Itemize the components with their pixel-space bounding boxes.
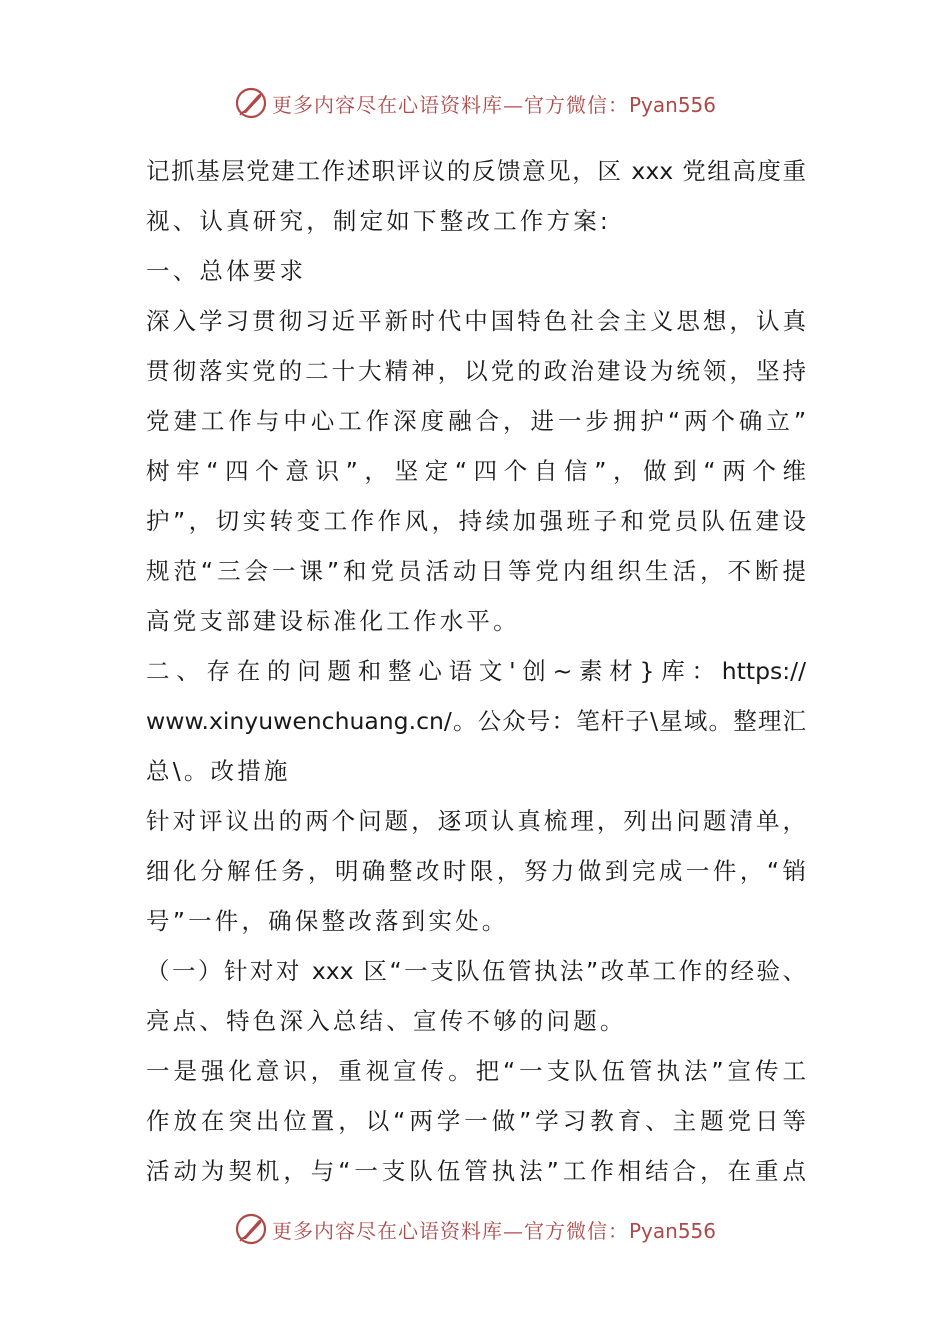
paragraph-line: 针对评议出的两个问题，逐项认真梳理，列出问题清单， — [146, 807, 806, 835]
paragraph-line: 党建工作与中心工作深度融合，进一步拥护“两个确立” — [146, 407, 806, 435]
banner-text: 更多内容尽在心语资料库—官方微信：Pyan556 — [271, 92, 716, 117]
paragraph-line: 号”一件，确保整改落到实处。 — [146, 907, 509, 935]
subsection-heading: （一）针对对 xxx 区“一支队伍管执法”改革工作的经验、 — [146, 957, 806, 985]
paragraph-line: 护”，切实转变工作作风，持续加强班子和党员队伍建设 — [146, 507, 806, 535]
paragraph-line: 规范“三会一课”和党员活动日等党内组织生活，不断提 — [146, 557, 806, 585]
header-banner — [0, 83, 950, 123]
paragraph-line: 活动为契机，与“一支队伍管执法”工作相结合，在重点 — [146, 1157, 806, 1185]
paragraph-line: 高党支部建设标准化工作水平。 — [146, 607, 520, 635]
paragraph-line: 视、认真研究，制定如下整改工作方案: — [146, 207, 612, 235]
paragraph-line: www.xinyuwenchuang.cn/。公众号：笔杆子\星域。整理汇 — [146, 707, 806, 735]
paragraph-line: 总\。改措施 — [146, 757, 291, 785]
paragraph-line: 作放在突出位置，以“两学一做”学习教育、主题党日等 — [146, 1107, 806, 1135]
paragraph-line: 细化分解任务，明确整改时限，努力做到完成一件，“销 — [146, 857, 806, 885]
section-heading: 一、总体要求 — [146, 257, 307, 285]
paragraph-line: 深入学习贯彻习近平新时代中国特色社会主义思想，认真 — [146, 307, 806, 335]
paragraph-line: 亮点、特色深入总结、宣传不够的问题。 — [146, 1007, 627, 1035]
banner-wechat-id: Pyan556 — [628, 1218, 716, 1243]
banner-wechat-id: Pyan556 — [628, 92, 716, 117]
quill-pen-logo-icon — [234, 1212, 268, 1246]
paragraph-line: 记抓基层党建工作述职评议的反馈意见，区 xxx 党组高度重 — [146, 157, 806, 185]
paragraph-line: 贯彻落实党的二十大精神，以党的政治建设为统领，坚持 — [146, 357, 806, 385]
section-heading: 二、存在的问题和整心语文'创~素材}库：https:// — [146, 657, 806, 685]
document-body — [146, 146, 806, 1196]
paragraph-line: 树牢“四个意识”，坚定“四个自信”，做到“两个维 — [146, 457, 806, 485]
paragraph-line: 一是强化意识，重视宣传。把“一支队伍管执法”宣传工 — [146, 1057, 806, 1085]
footer-banner — [0, 1209, 950, 1249]
banner-text: 更多内容尽在心语资料库—官方微信：Pyan556 — [271, 1218, 716, 1243]
quill-pen-logo-icon — [234, 86, 268, 120]
